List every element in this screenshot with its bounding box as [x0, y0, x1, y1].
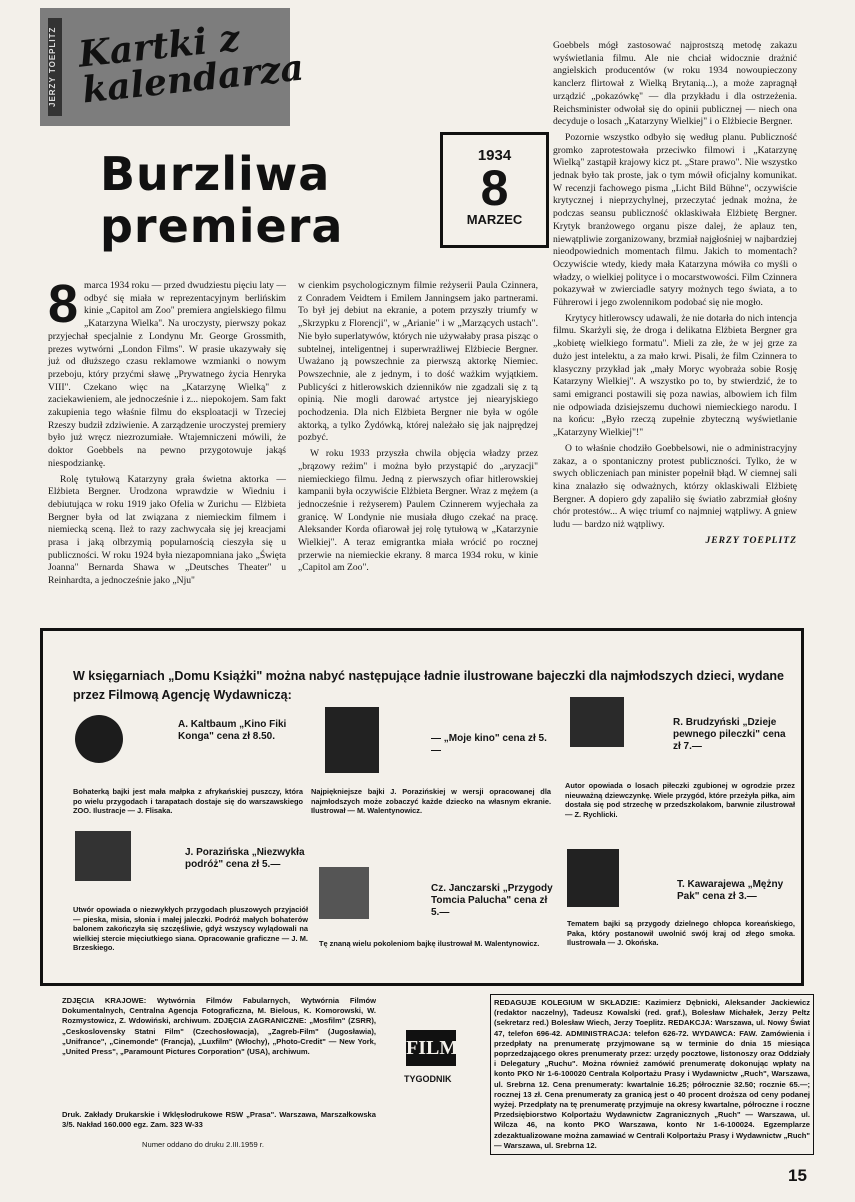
book-description: Utwór opowiada o niezwykłych przygodach pluszowych przyjaciół — pieska, misia, słonia i małej jaleczki. Podróż małych bohaterów balonem zakończyła się szczęśliwie, gdyż wszyscy wylądowali na wielkiej stercie mięciutkiego siana. Opracowanie graficzne — J. M. Brzeskiego. — [73, 905, 308, 952]
advert-intro: W księgarniach „Domu Książki" można nabyć następujące ładnie ilustrowane bajeczki dla najmłodszych dzieci, wydane przez Filmową Agencję Wydawniczą: — [73, 669, 785, 702]
paragraph: marca 1934 roku — przed dwudziestu pięciu laty — odbyć się miała w reprezentacyjnym berlińskim kinie „Capitol am Zoo" premiera angielskiego filmu „Katarzyna Wielka". Na uroczysty, pierwszy pokaz przyjechał specjalnie z Londynu Mr. George Grossmith, prezes wytwórni „London Films". W prasie ukazywały się już od dłuższego czasu reklamowe wzmianki o nowym przeboju, który przyćmi sławę „Prywatnego życia Henryka VIII". Czekano więc na „Katarzynę Wielką" z zaciekawieniem, ale jednocześnie i z... niepokojem. Sam fakt zakupienia tego właśnie filmu do eksploatacji w Trzeciej Rzeszy budził zdziwienie. A zarządzenie uroczystej premiery było już wręcz niezrozumiałe. Wtajemniczeni mówili, że doktor Goebbels na pewno przygotowuje jakąś niespodziankę. — [48, 280, 286, 469]
title-line-1: Burzliwa — [100, 147, 331, 201]
page-number: 15 — [788, 1166, 807, 1185]
title-line-2: premiera — [100, 199, 344, 253]
book-description: Tę znaną wielu pokoleniom bajkę ilustrował M. Walentynowicz. — [319, 939, 540, 948]
book-description: Tematem bajki są przygody dzielnego chłopca koreańskiego, Paka, który postanowił uwolnić swój kraj od złego smoka. Ilustrowała — J. Okońska. — [567, 919, 795, 947]
book-cover-image — [319, 867, 369, 919]
book-cover-image — [75, 715, 123, 763]
article-column-1 — [48, 274, 286, 591]
book-advert-box — [40, 628, 804, 986]
book-description: Najpiękniejsze bajki J. Porazińskiej w wersji opracowanej dla najmłodszych może zobaczyć każde dziecko na własnym ekranie. Ilustrował — M. Walentynowicz. — [311, 787, 551, 815]
article-column-2 — [298, 280, 538, 578]
paragraph: W roku 1933 przyszła chwila objęcia władzy przez „brązowy reżim" i można było przystąpić do „aryzacji" niemieckiego filmu. Jedną z pierwszych ofiar hitlerowskiej kampanii była oczywiście Elżbieta Bergner. Wraz z mężem (a jednocześnie i reżyserem) Paulem Czinnerem wyjechała za granicę. W Londynie nie musiała długo czekać na pracę. Aleksander Korda ofiarował jej rolę tytułową w „Katarzynie Wielkiej". A teraz emigrantka miała wrócić po rocznej przerwie na niemieckie ekrany. 8 marca 1934 roku, w kinie „Capitol am Zoo". — [298, 448, 538, 574]
book-title: A. Kaltbaum „Kino Fiki Konga" cena zł 8.50. — [178, 719, 287, 742]
rubric-title: Kartki z kalendarza — [76, 17, 306, 112]
article-column-3 — [553, 40, 797, 547]
book-title: R. Brudzyński „Dzieje pewnego pileczki" cena zł 7.— — [673, 717, 786, 752]
print-date: Numer oddano do druku 2.III.1959 r. — [142, 1140, 265, 1149]
article-title — [100, 148, 430, 252]
print-info: Druk. Zakłady Drukarskie i Wklęsłodrukowe RSW „Prasa". Warszawa, Marszałkowska 3/5. Nakład 160.000 egz. Zam. 323 W-33 — [62, 1110, 376, 1130]
paragraph: Goebbels mógł zastosować najprostszą metodę zakazu wyświetlania filmu. Ale nie chciał widocznie drażnić angielskich producentów (w roku 1934 nowoupieczony kanclerz flirtował z Wielką Brytanią...), a może zapragnął urządzić „pokazówkę" — dla przykładu i dla ostrzeżenia. Reichsminister odwołał się do opinii publicznej — niech ona decyduje o losach „Katarzyny Wielkiej" i o Elżbiecie Bergner. — [553, 40, 797, 128]
book-cover-image — [570, 697, 624, 747]
author-signature: JERZY TOEPLITZ — [705, 534, 797, 546]
paragraph: w cienkim psychologicznym filmie reżyserii Paula Czinnera, z Conradem Veidtem i Emilem Janningsem jako partnerami. To był jej debiut na ekranie, a potem przyszły triumfy w „Skrzypku z Florencji", w „Arianie" i w „Marzących ustach". Nie było superlatywów, których nie używałaby prasa pisząc o subtelnej, inteligentnej i superwrażliwej Elżbiecie Bergner. Uważano ją powszechnie za pierwszą aktorkę Niemiec. Powszechnie, ale z jednym, i to dość ważkim wyjątkiem. Publicyści z hitlerowskich dzienników nie zgadzali się z tą opinią. Nie mogli darować artystce jej niearyjskiego pochodzenia. Dla nich Elżbieta Bergner nie była w ogóle aktorką, a tylko Żydówką, której należało się jak najprędzej pozbyć. — [298, 280, 538, 444]
book-cover-image — [567, 849, 619, 907]
date-month: MARZEC — [466, 212, 523, 227]
author-vertical: JERZY TOEPLITZ — [48, 18, 62, 116]
film-logo: FILM — [406, 1030, 456, 1066]
book-description: Autor opowiada o losach piłeczki zgubionej w ogrodzie przez nieuważną dziewczynkę. Wiele przygód, które przeżyła piłka, aim dostała się pod strzechę w przedszkolakom, barwnie zilustrował — Z. Rychlicki. — [565, 781, 795, 819]
book-cover-image — [325, 707, 379, 773]
date-year: 1934 — [477, 147, 512, 164]
date-day: 8 — [480, 160, 509, 216]
book-description: Bohaterką bajki jest mała małpka z afrykańskiej puszczy, która po wielu przygodach i tarapatach dostaje się do warszawskiego ZOO. Ilustracje — J. Flisaka. — [73, 787, 303, 815]
date-box — [440, 132, 549, 248]
weekly-label: TYGODNIK — [404, 1074, 452, 1084]
book-title: T. Kawarajewa „Mężny Pak" cena zł 3.— — [677, 879, 784, 902]
drop-cap: 8 — [48, 274, 79, 334]
paragraph: Rolę tytułową Katarzyny grała świetna aktorka — Elżbieta Bergner. Urodzona wprawdzie w Wiedniu i debiutująca w roku 1919 jako Ofelia w Zurichu — Elżbieta Bergner była od lat związana z niemieckim filmem i niemiecką sceną. Ileż to razy zachwycała się jej kreacjami prasa i jaką olbrzymią popularnością cieszyła się u publiczności. W roku 1924 była niezapomniana jako „Święta Joanna" Bernarda Shawa w „Deutsches Theater" u Reinhardta, a jednocześnie jako „Nju" — [48, 473, 286, 587]
book-title: — „Moje kino" cena zł 5.— — [431, 733, 547, 756]
paragraph: Pozornie wszystko odbyło się według planu. Publiczność gromko zaprotestowała przeciwko filmowi i „Katarzynę Wielką" zastąpił krajowy kicz pt. „Stare prawo". Nie wszystko jednak było tak proste, jak o tym mówił oficjalny komunikat. W recenzji fachowego pisma „Licht Bild Bühne", oczywiście krytycznej i nieprzychylnej, przeczytać jednak można, że podczas seansu publiczność oklaskiwała Elżbietę Bergner. Krytyk branżowego organu pisze dalej, że aplauz ten, niewątpliwie zorganizowany, brzmiał najgłośniej w najbardziej nieodpowiednich momentach filmu. Jakich to momentach? Oczywiście wtedy, kiedy mała Katarzyna mówiła co myśli o władzy, o wielkiej polityce i o mocarstwowości. Film Czinnera pokazywał w zwierciadle satyry możnych tego świata, a to Führerowi i jego zwolennikom podobać się nie mogło. — [553, 131, 797, 309]
paragraph: O to właśnie chodziło Goebbelsowi, nie o administracyjny zakaz, a o spontaniczny protest publiczności. Tylko, że w swych obliczeniach pan minister popełnił błąd. W ciemnej sali kina znalazło się odważnych, którzy oklaskiwali Elżbietę Bergner. A dopiero gdy zapaliło się światło zabrzmiał głośny chór protestów... A więc triumf co najmniej wątpliwy. A gniew ludu — bardzo niż wątpliwy. — [553, 442, 797, 531]
book-cover-image — [75, 831, 131, 881]
book-title: Cz. Janczarski „Przygody Tomcia Palucha" cena zł 5.— — [431, 883, 553, 918]
photo-credits: ZDJĘCIA KRAJOWE: Wytwórnia Filmów Fabularnych, Wytwórnia Filmów Dokumentalnych, Centralna Agencja Fotograficzna, M. Bielous, K. Komorowski, W. Rozmystowicz, Z. Wdowiński, archiwum. ZDJĘCIA ZAGRANICZNE: „Mosfilm" (ZSRR), „Ceskoslovensky Statni Film" (Czechosłowacja), „Zagreb-Film" (Jugosławia), „Unifrance", „Cinemonde" (Francja), „Luxfilm" (Włochy), „Photo-Credit" — New York, „United Press", „Paramount Pictures Corporation" (USA), archiwum. — [62, 996, 376, 1057]
rubric-header — [40, 8, 306, 126]
book-title: J. Porazińska „Niezwykła podróż" cena zł 5.— — [185, 847, 305, 870]
editorial-box: REDAGUJE KOLEGIUM W SKŁADZIE: Kazimierz Dębnicki, Aleksander Jackiewicz (redaktor naczelny), Tadeusz Kowalski (red. graf.), Bolesław Michałek, Jerzy Peltz (sekretarz red.) Bolesław Wiech, Jerzy Toeplitz. REDAKCJA: Warszawa, ul. Nowy Świat 47, telefon 696-42. ADMINISTRACJA: telefon 626-72. WYDAWCA: FAW. Zamówienia i przedpłaty na prenumeratę przyjmowane są w terminie do dnia 15 miesiąca poprzedzającego okres prenumeraty przez: urzędy pocztowe, listonoszy oraz Oddziały i Delegatury „Ruchu". Można również zamówić prenumeratę dokonując wpłaty na konto PKO Nr 1-6-100020 Centrala Kolportażu Prasy i Wydawnictw „Ruch", Warszawa, ul. Srebrna 12. Cena prenumeraty: kwartalnie 16.25; półrocznie 32.50; rocznie 65.—; rocznej 13 zł. Cena prenumeraty za granicą jest o 40 procent droższa od ceny podanej wyżej. Przedpłaty na tę prenumeratę przyjmuje na okresy kwartalne, półroczne i roczne Przedsiębiorstwo Kolportażu Wydawnictw Zagranicznych „Ruch" — Warszawa, ul. Wilcza 46, na konto PKO Warszawa, konto Nr 1-6-100024. Egzemplarze zdezaktualizowane można zamawiać w Centrali Kolportażu Prasy i Wydawnictw „Ruch" — Warszawa, ul. Srebrna 12. — [490, 994, 814, 1155]
paragraph: Krytycy hitlerowscy udawali, że nie dotarła do nich intencja filmu. Skarżyli się, że droga i delikatna Elżbieta Bergner gra „kobietę wielkiego formatu". Mieli za złe, że w jej grze za dużo jest intelektu, a za mało krwi. Pisali, że film Czinnera to klasyczny przykład jak „mały Moryc wyobraża sobie Rosję Katarzyny Wielkiej". A wszystko po to, by stwierdzić, że to sami emigranci postawili się poza nawias, albowiem ich film nie odpowiada dzisiejszemu duchowi niemieckiego narodu. I na końcu: „Było rzeczą zupełnie zbyteczną wyświetlanie „Katarzyny Wielkiej"!" — [553, 312, 797, 439]
